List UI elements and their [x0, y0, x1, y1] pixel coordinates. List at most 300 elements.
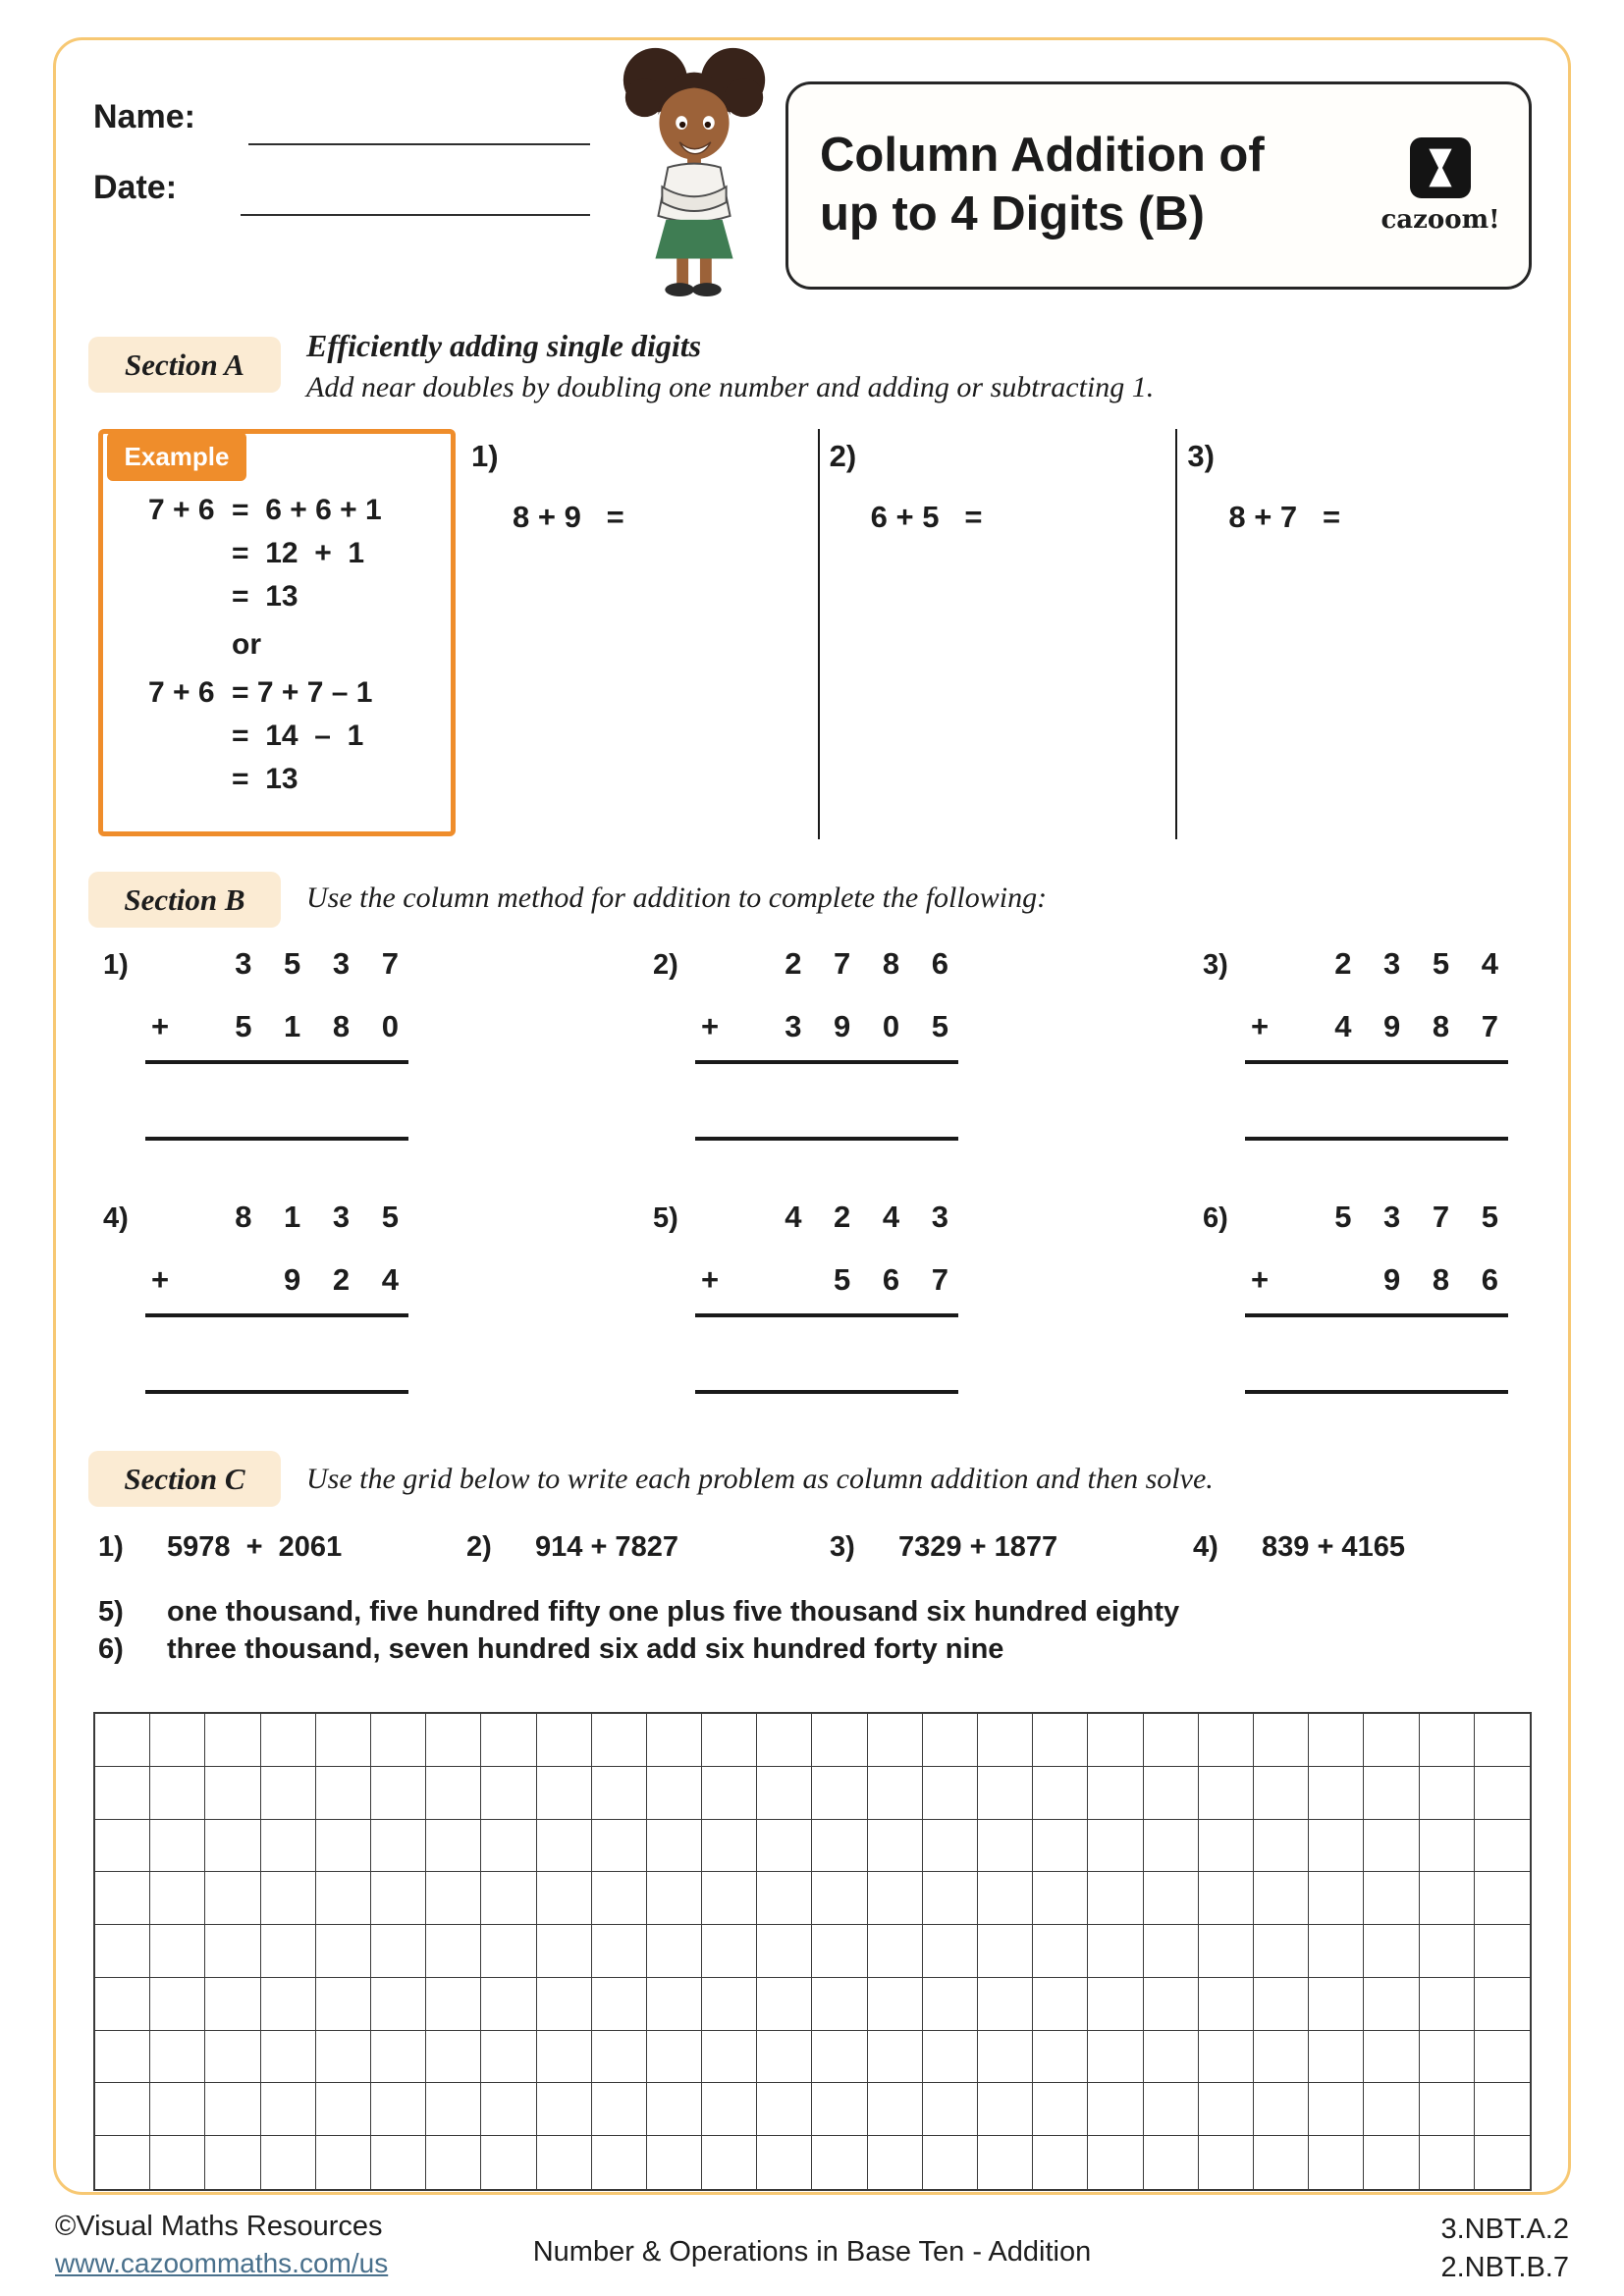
grid-cell — [702, 2031, 757, 2084]
grid-cell — [316, 1714, 371, 1767]
grid-cell — [1309, 2136, 1364, 2189]
addend-bottom-row — [1245, 1262, 1508, 1298]
grid-cell — [812, 1978, 867, 2031]
grid-cell — [95, 1872, 150, 1925]
example-rhs: = 12 + 1 — [232, 537, 365, 569]
addition-problem-1 — [98, 944, 432, 1141]
addition-problem-6 — [1198, 1198, 1532, 1394]
grid-cell — [1364, 2083, 1419, 2136]
grid-cell — [1144, 1872, 1199, 1925]
grid-cell — [537, 2031, 592, 2084]
section-a-problem-1 — [461, 429, 818, 839]
grid-cell — [978, 1767, 1033, 1820]
grid-cell — [371, 1872, 426, 1925]
grid-cell — [150, 2083, 205, 2136]
grid-cell — [1088, 2083, 1143, 2136]
grid-cell — [647, 1978, 702, 2031]
grid-cell — [923, 1820, 978, 1873]
grid-cell — [1364, 1714, 1419, 1767]
grid-cell — [978, 1872, 1033, 1925]
grid-cell — [1088, 2031, 1143, 2084]
addend-bottom: 9 2 4 — [284, 1262, 399, 1297]
grid-cell — [1364, 1872, 1419, 1925]
website-link[interactable]: www.cazoommaths.com/us — [55, 2248, 389, 2278]
grid-cell — [647, 1872, 702, 1925]
column-addition-block — [145, 944, 408, 1141]
grid-cell — [1088, 1872, 1143, 1925]
column-addition-block — [1245, 944, 1508, 1141]
grid-cell — [537, 2136, 592, 2189]
grid-cell — [1309, 1872, 1364, 1925]
grid-cell — [1254, 1925, 1309, 1978]
grid-cell — [205, 2136, 260, 2189]
grid-cell — [812, 2083, 867, 2136]
grid-cell — [537, 1925, 592, 1978]
example-rhs: = 7 + 7 – 1 — [232, 676, 373, 709]
grid-cell — [592, 1767, 647, 1820]
grid-cell — [868, 2083, 923, 2136]
grid-cell — [150, 2136, 205, 2189]
grid-cell — [371, 1978, 426, 2031]
grid-cell — [1475, 1820, 1530, 1873]
grid-cell — [1475, 1925, 1530, 1978]
problem-number: 2) — [653, 949, 678, 981]
addend-bottom: 9 8 6 — [1383, 1262, 1498, 1297]
grid-cell — [95, 2083, 150, 2136]
grid-cell — [95, 1925, 150, 1978]
section-b-problems — [98, 944, 1532, 1435]
grid-cell — [812, 1714, 867, 1767]
grid-cell — [702, 1872, 757, 1925]
problem-number: 1) — [103, 949, 129, 981]
grid-cell — [1309, 1978, 1364, 2031]
grid-cell — [537, 1978, 592, 2031]
grid-cell — [316, 1872, 371, 1925]
grid-cell — [1475, 1978, 1530, 2031]
page-title — [788, 127, 1372, 244]
grid-cell — [923, 1714, 978, 1767]
grid-cell — [261, 1820, 316, 1873]
example-tab: Example — [107, 432, 246, 481]
addend-bottom-row — [695, 1262, 958, 1298]
grid-cell — [1033, 1925, 1088, 1978]
plus-sign: + — [151, 1009, 170, 1043]
grid-cell — [1088, 1925, 1143, 1978]
grid-cell — [205, 1978, 260, 2031]
example-rhs: = 13 — [232, 763, 298, 795]
section-c-problem-2 — [466, 1531, 678, 1564]
grid-cell — [1309, 1925, 1364, 1978]
grid-cell — [1309, 2083, 1364, 2136]
grid-cell — [1144, 1767, 1199, 1820]
grid-cell — [1033, 1820, 1088, 1873]
answer-line — [1245, 1137, 1508, 1141]
grid-cell — [1254, 2136, 1309, 2189]
problem-number: 2) — [466, 1531, 492, 1563]
problem-number: 5) — [98, 1596, 124, 1628]
grid-cell — [1420, 1925, 1475, 1978]
grid-cell — [1420, 1767, 1475, 1820]
section-a-label: Section A — [88, 337, 281, 393]
plus-sign: + — [1251, 1009, 1270, 1043]
grid-cell — [923, 2031, 978, 2084]
grid-cell — [1033, 1872, 1088, 1925]
grid-cell — [868, 1872, 923, 1925]
grid-cell — [205, 1767, 260, 1820]
grid-cell — [1199, 1978, 1254, 2031]
plus-sign: + — [1251, 1262, 1270, 1297]
grid-cell — [150, 1820, 205, 1873]
addend-top: 2 3 5 4 — [1334, 946, 1498, 981]
grid-cell — [1088, 1978, 1143, 2031]
grid-cell — [205, 1714, 260, 1767]
grid-cell — [702, 1767, 757, 1820]
problem-number: 4) — [1193, 1531, 1218, 1563]
name-fill-line — [248, 143, 590, 145]
grid-cell — [647, 2031, 702, 2084]
example-lhs: 7 + 6 — [148, 676, 215, 709]
grid-cell — [95, 1978, 150, 2031]
grid-cell — [426, 2031, 481, 2084]
grid-cell — [481, 2031, 536, 2084]
grid-cell — [702, 2083, 757, 2136]
grid-cell — [1309, 1767, 1364, 1820]
addend-top: 3 5 3 7 — [235, 946, 399, 981]
grid-cell — [1309, 2031, 1364, 2084]
grid-cell — [95, 1820, 150, 1873]
grid-cell — [592, 2083, 647, 2136]
problem-expression: 6 + 5 = — [870, 500, 983, 534]
section-a-problems — [461, 429, 1534, 839]
answer-line — [145, 1137, 408, 1141]
column-addition-block — [1245, 1198, 1508, 1394]
section-c-instruction: Use the grid below to write each problem as column addition and then solve. — [306, 1463, 1214, 1495]
addition-problem-3 — [1198, 944, 1532, 1141]
grid-cell — [812, 2031, 867, 2084]
grid-cell — [647, 2083, 702, 2136]
grid-cell — [923, 1872, 978, 1925]
grid-cell — [757, 1925, 812, 1978]
grid-cell — [592, 1714, 647, 1767]
grid-cell — [978, 2083, 1033, 2136]
grid-cell — [481, 1767, 536, 1820]
grid-cell — [868, 1767, 923, 1820]
example-row — [148, 758, 382, 801]
grid-cell — [426, 1978, 481, 2031]
grid-cell — [1033, 1714, 1088, 1767]
grid-cell — [1033, 1767, 1088, 1820]
grid-cell — [978, 1978, 1033, 2031]
footer-standards — [1440, 2211, 1569, 2287]
grid-cell — [592, 2136, 647, 2189]
grid-cell — [1088, 1767, 1143, 1820]
grid-cell — [95, 2031, 150, 2084]
grid-cell — [592, 2031, 647, 2084]
problem-expression: 8 + 9 = — [513, 500, 624, 534]
addend-bottom: 5 1 8 0 — [235, 1009, 399, 1043]
section-c-problem-6 — [98, 1633, 1003, 1666]
grid-cell — [537, 1767, 592, 1820]
grid-cell — [868, 1820, 923, 1873]
addend-bottom-row — [695, 1009, 958, 1044]
grid-cell — [1364, 2031, 1419, 2084]
grid-cell — [1088, 2136, 1143, 2189]
section-c-numeric-problems — [98, 1531, 1532, 1571]
grid-cell — [426, 1872, 481, 1925]
grid-cell — [1254, 1714, 1309, 1767]
grid-cell — [757, 1767, 812, 1820]
grid-cell — [371, 2083, 426, 2136]
example-lhs: 7 + 6 — [148, 494, 215, 526]
problem-number: 5) — [653, 1202, 678, 1234]
example-row — [148, 489, 382, 532]
grid-cell — [1475, 2031, 1530, 2084]
section-a-problem-3 — [1175, 429, 1534, 839]
answer-line — [695, 1390, 958, 1394]
grid-cell — [702, 2136, 757, 2189]
page-title-line1: Column Addition of — [820, 129, 1265, 183]
grid-cell — [1144, 1925, 1199, 1978]
grid-cell — [978, 2031, 1033, 2084]
grid-cell — [757, 2136, 812, 2189]
sum-line — [1245, 1313, 1508, 1317]
grid-cell — [371, 1820, 426, 1873]
grid-cell — [592, 1925, 647, 1978]
grid-cell — [261, 1872, 316, 1925]
grid-cell — [261, 2136, 316, 2189]
addend-top: 8 1 3 5 — [235, 1200, 399, 1234]
grid-cell — [1475, 1872, 1530, 1925]
addend-bottom: 3 9 0 5 — [785, 1009, 948, 1043]
grid-cell — [1199, 2136, 1254, 2189]
grid-cell — [757, 1820, 812, 1873]
addend-top: 5 3 7 5 — [1334, 1200, 1498, 1234]
grid-cell — [205, 2031, 260, 2084]
grid-cell — [1144, 1978, 1199, 2031]
problem-number: 6) — [1203, 1202, 1228, 1234]
grid-cell — [1254, 1767, 1309, 1820]
plus-sign: + — [701, 1009, 720, 1043]
grid-cell — [537, 1714, 592, 1767]
grid-cell — [702, 1714, 757, 1767]
grid-cell — [481, 1872, 536, 1925]
addition-problem-4 — [98, 1198, 432, 1394]
example-row — [148, 575, 382, 618]
grid-cell — [481, 1714, 536, 1767]
problem-expression: 839 + 4165 — [1262, 1531, 1405, 1563]
example-or-row — [148, 618, 382, 671]
grid-cell — [316, 1767, 371, 1820]
grid-cell — [426, 2083, 481, 2136]
grid-cell — [481, 1925, 536, 1978]
grid-cell — [1475, 1714, 1530, 1767]
problem-expression: 7329 + 1877 — [898, 1531, 1058, 1563]
grid-cell — [150, 1978, 205, 2031]
grid-cell — [1199, 1714, 1254, 1767]
section-b-instruction: Use the column method for addition to complete the following: — [306, 881, 1048, 914]
sum-line — [695, 1313, 958, 1317]
grid-cell — [481, 2083, 536, 2136]
section-c-label: Section C — [88, 1451, 281, 1507]
student-character-illustration — [611, 41, 778, 298]
addend-bottom: 5 6 7 — [834, 1262, 948, 1297]
grid-cell — [812, 2136, 867, 2189]
grid-cell — [150, 2031, 205, 2084]
problem-number: 1) — [98, 1531, 124, 1563]
grid-cell — [481, 2136, 536, 2189]
grid-cell — [1144, 2031, 1199, 2084]
grid-cell — [1033, 2136, 1088, 2189]
answer-line — [145, 1390, 408, 1394]
grid-cell — [1254, 2083, 1309, 2136]
grid-cell — [95, 2136, 150, 2189]
page-title-line2: up to 4 Digits (B) — [820, 187, 1205, 240]
grid-cell — [150, 1767, 205, 1820]
problem-number: 3) — [830, 1531, 855, 1563]
grid-cell — [1420, 2083, 1475, 2136]
grid-cell — [757, 1978, 812, 2031]
grid-cell — [1088, 1714, 1143, 1767]
grid-cell — [316, 1820, 371, 1873]
grid-cell — [261, 1714, 316, 1767]
footer-topic: Number & Operations in Base Ten - Addition — [532, 2236, 1092, 2268]
grid-cell — [592, 1978, 647, 2031]
cazoom-logo-text: cazoom! — [1380, 204, 1500, 235]
grid-cell — [1199, 1925, 1254, 1978]
grid-cell — [426, 1767, 481, 1820]
grid-cell — [923, 2136, 978, 2189]
column-addition-block — [695, 1198, 958, 1394]
grid-cell — [261, 1767, 316, 1820]
grid-cell — [316, 2083, 371, 2136]
problem-number: 6) — [98, 1633, 124, 1665]
section-c-problem-3 — [830, 1531, 1057, 1564]
addend-bottom-row — [145, 1262, 408, 1298]
example-box — [98, 429, 456, 836]
grid-cell — [316, 1978, 371, 2031]
grid-cell — [1254, 1872, 1309, 1925]
problem-number: 4) — [103, 1202, 129, 1234]
copyright-text: ©Visual Maths Resources — [55, 2211, 383, 2242]
title-box — [785, 81, 1532, 290]
grid-cell — [812, 1925, 867, 1978]
grid-cell — [316, 2136, 371, 2189]
grid-cell — [812, 1872, 867, 1925]
grid-cell — [1199, 2083, 1254, 2136]
example-row — [148, 532, 382, 575]
grid-cell — [150, 1872, 205, 1925]
grid-cell — [868, 2031, 923, 2084]
grid-cell — [1144, 2136, 1199, 2189]
grid-cell — [205, 1872, 260, 1925]
cazoom-logo — [1372, 137, 1529, 235]
grid-cell — [1420, 1714, 1475, 1767]
grid-cell — [1475, 2083, 1530, 2136]
section-a-problem-2 — [818, 429, 1176, 839]
working-grid — [93, 1712, 1532, 2191]
problem-text: three thousand, seven hundred six add six hundred forty nine — [167, 1633, 1004, 1665]
section-c-problem-1 — [98, 1531, 342, 1564]
plus-sign: + — [151, 1262, 170, 1297]
column-addition-block — [695, 944, 958, 1141]
grid-cell — [757, 1872, 812, 1925]
answer-line — [695, 1137, 958, 1141]
example-row — [148, 715, 382, 758]
grid-cell — [1475, 1767, 1530, 1820]
addend-bottom-row — [1245, 1009, 1508, 1044]
sum-line — [145, 1313, 408, 1317]
addition-problem-2 — [648, 944, 982, 1141]
grid-cell — [757, 2083, 812, 2136]
sum-line — [1245, 1060, 1508, 1064]
date-fill-line — [241, 214, 590, 216]
grid-cell — [1254, 2031, 1309, 2084]
grid-cell — [647, 1925, 702, 1978]
grid-cell — [537, 2083, 592, 2136]
grid-cell — [757, 1714, 812, 1767]
problem-expression: 8 + 7 = — [1228, 500, 1341, 534]
section-b-label: Section B — [88, 872, 281, 928]
addend-top: 4 2 4 3 — [785, 1200, 948, 1234]
addend-bottom: 4 9 8 7 — [1334, 1009, 1498, 1043]
date-label: Date: — [93, 169, 178, 206]
problem-expression: 5978 + 2061 — [167, 1531, 343, 1563]
problem-text: one thousand, five hundred fifty one plus five thousand six hundred eighty — [167, 1596, 1180, 1628]
grid-cell — [371, 2136, 426, 2189]
grid-cell — [316, 1925, 371, 1978]
grid-cell — [261, 1925, 316, 1978]
grid-cell — [1420, 1872, 1475, 1925]
grid-cell — [1254, 1978, 1309, 2031]
grid-cell — [702, 1978, 757, 2031]
grid-cell — [757, 2031, 812, 2084]
grid-cell — [205, 1925, 260, 1978]
section-c-problem-5 — [98, 1596, 1179, 1629]
grid-cell — [1309, 1820, 1364, 1873]
grid-cell — [592, 1872, 647, 1925]
grid-cell — [371, 1767, 426, 1820]
grid-cell — [702, 1925, 757, 1978]
grid-cell — [868, 1714, 923, 1767]
grid-cell — [426, 1925, 481, 1978]
example-row — [148, 671, 382, 715]
grid-cell — [426, 1714, 481, 1767]
grid-cell — [978, 2136, 1033, 2189]
example-or-text: or — [232, 628, 261, 661]
problem-number: 2) — [829, 439, 857, 473]
grid-cell — [868, 1925, 923, 1978]
grid-cell — [1144, 1714, 1199, 1767]
grid-cell — [426, 2136, 481, 2189]
grid-cell — [647, 1820, 702, 1873]
grid-cell — [978, 1925, 1033, 1978]
section-c-problem-4 — [1193, 1531, 1405, 1564]
grid-cell — [702, 1820, 757, 1873]
grid-cell — [1309, 1714, 1364, 1767]
answer-line — [1245, 1390, 1508, 1394]
grid-cell — [95, 1714, 150, 1767]
grid-cell — [868, 2136, 923, 2189]
grid-cell — [923, 1767, 978, 1820]
grid-cell — [1475, 2136, 1530, 2189]
grid-cell — [205, 2083, 260, 2136]
problem-number: 3) — [1203, 949, 1228, 981]
grid-cell — [1033, 2031, 1088, 2084]
grid-cell — [261, 1978, 316, 2031]
grid-cell — [1364, 1925, 1419, 1978]
grid-cell — [481, 1978, 536, 2031]
grid-cell — [978, 1714, 1033, 1767]
